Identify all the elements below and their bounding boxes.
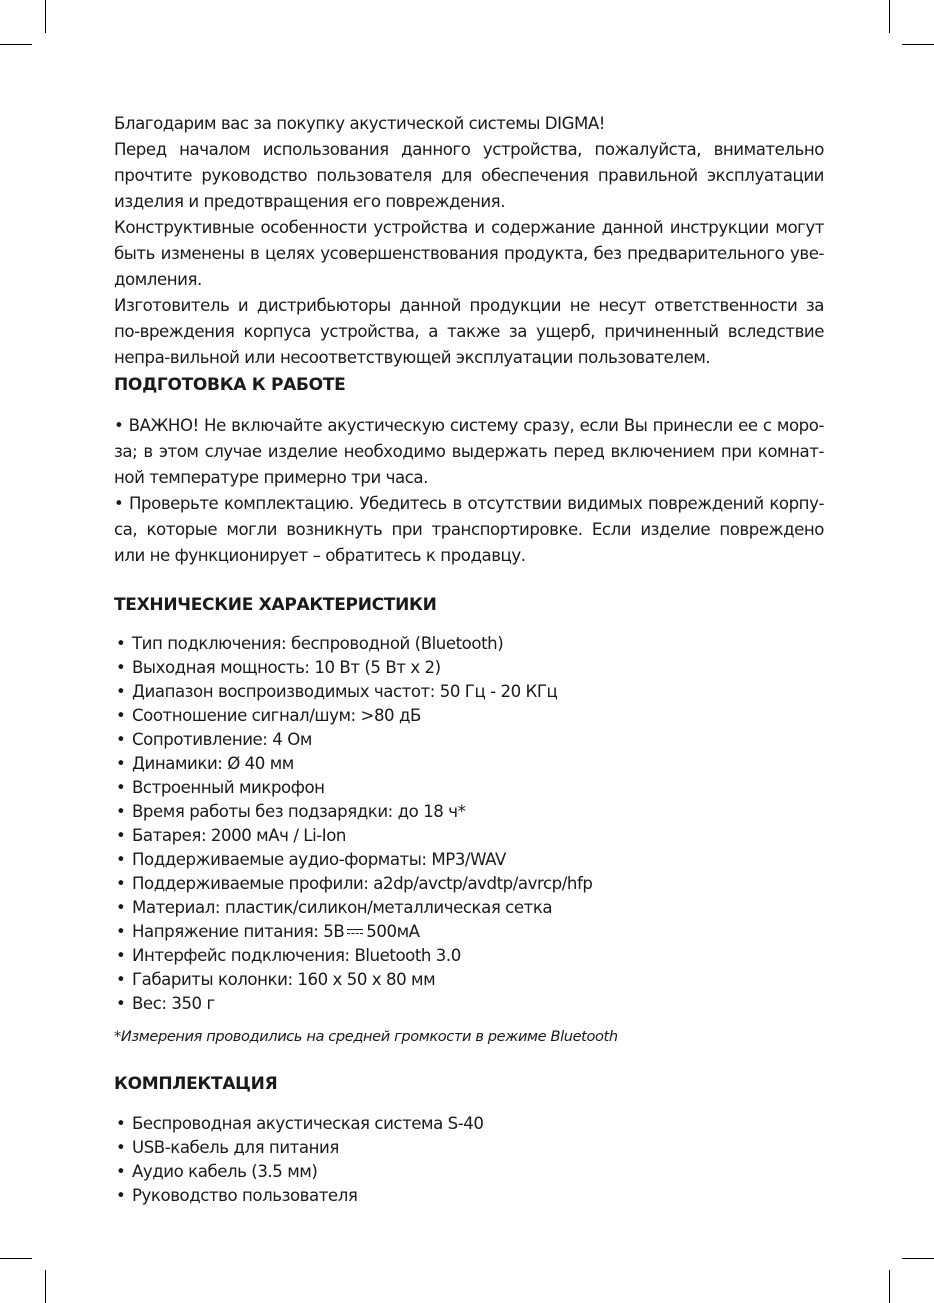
specs-list [114, 632, 824, 1016]
preparation-item-text: Проверьте комплектацию. Убедитесь в отсутствии видимых повреждений корпу-са, которые могли возникнуть при транспортировке. Если изделие повреждено или не функционирует – обратитесь к продавцу. [114, 494, 824, 565]
bullet: • [116, 682, 126, 701]
bullet: • [116, 946, 126, 965]
dc-symbol-icon [347, 927, 363, 937]
list-item [114, 728, 824, 752]
bullet: • [116, 754, 126, 773]
spec-power-label: Напряжение питания: 5В [132, 922, 345, 941]
spec-text: Поддерживаемые профили: a2dp/avctp/avdtp/avrcp/hfp [132, 874, 593, 893]
preparation-item-text: ВАЖНО! Не включайте акустическую систему сразу, если Вы принесли ее с моро-за; в этом случае изделие необходимо выдержать перед включением при комнат-ной температуре примерно три часа. [114, 416, 825, 487]
spec-text: Сопротивление: 4 Ом [132, 730, 312, 749]
bullet: • [114, 494, 124, 513]
bullet: • [116, 1162, 126, 1181]
spec-text: Материал: пластик/силикон/металлическая сетка [132, 898, 553, 917]
preparation-item [114, 413, 824, 491]
bullet: • [116, 994, 126, 1013]
list-item [114, 848, 824, 872]
list-item [114, 920, 824, 944]
intro-changes-notice: Конструктивные особенности устройства и содержание данной инструкции могут быть изменены в целях усовершенствования продукта, без предварительного уве-домления. [114, 218, 824, 289]
spec-text: Динамики: Ø 40 мм [132, 754, 294, 773]
crop-mark [0, 44, 32, 45]
list-item [114, 680, 824, 704]
bullet: • [116, 1186, 126, 1205]
kit-item-text: Аудио кабель (3.5 мм) [132, 1162, 318, 1181]
list-item [114, 968, 824, 992]
kit-item-text: Руководство пользователя [132, 1186, 358, 1205]
spec-text: Встроенный микрофон [132, 778, 325, 797]
bullet: • [116, 778, 126, 797]
intro-section [114, 111, 824, 367]
spec-text: Габариты колонки: 160 х 50 х 80 мм [132, 970, 436, 989]
bullet: • [116, 922, 126, 941]
bullet: • [116, 1138, 126, 1157]
spec-text: Время работы без подзарядки: до 18 ч* [132, 802, 466, 821]
preparation-item [114, 491, 824, 569]
bullet: • [116, 802, 126, 821]
list-item [114, 800, 824, 824]
crop-mark [889, 0, 890, 33]
manual-page [114, 111, 824, 1208]
bullet: • [116, 850, 126, 869]
list-item [114, 656, 824, 680]
kit-item-text: Беспроводная акустическая система S-40 [132, 1114, 484, 1133]
bullet: • [116, 1114, 126, 1133]
bullet: • [116, 634, 126, 653]
spec-text: Интерфейс подключения: Bluetooth 3.0 [132, 946, 461, 965]
list-item [114, 872, 824, 896]
crop-mark [0, 1258, 32, 1259]
spec-text: Поддерживаемые аудио-форматы: MP3/WAV [132, 850, 506, 869]
spec-text: Соотношение сигнал/шум: >80 дБ [132, 706, 421, 725]
bullet: • [116, 730, 126, 749]
spec-text: Вес: 350 г [132, 994, 215, 1013]
bullet: • [116, 874, 126, 893]
list-item [114, 704, 824, 728]
crop-mark [902, 1258, 934, 1259]
spec-text: Выходная мощность: 10 Вт (5 Вт х 2) [132, 658, 441, 677]
list-item [114, 752, 824, 776]
crop-mark [45, 1270, 46, 1303]
preparation-list [114, 413, 824, 569]
crop-mark [889, 1270, 890, 1303]
spec-text: Батарея: 2000 мАч / Li-Ion [132, 826, 347, 845]
list-item [114, 896, 824, 920]
bullet: • [116, 658, 126, 677]
spec-text: Диапазон воспроизводимых частот: 50 Гц - 20 КГц [132, 682, 558, 701]
intro-read-manual: Перед началом использования данного устройства, пожалуйста, внимательно прочтите руководство пользователя для обеспечения правильной эксплуатации изделия и предотвращения его повреждения. [114, 140, 824, 211]
crop-mark [902, 44, 934, 45]
list-item [114, 1136, 824, 1160]
kit-list [114, 1112, 824, 1208]
list-item [114, 1112, 824, 1136]
list-item [114, 632, 824, 656]
crop-mark [45, 0, 46, 33]
intro-thanks: Благодарим вас за покупку акустической системы DIGMA! [114, 114, 605, 133]
list-item [114, 944, 824, 968]
specs-footnote: *Измерения проводились на средней громкости в режиме Bluetooth [114, 1028, 618, 1045]
spec-text: Тип подключения: беспроводной (Bluetooth) [132, 634, 504, 653]
specs-heading: ТЕХНИЧЕСКИЕ ХАРАКТЕРИСТИКИ [114, 595, 437, 615]
intro-liability: Изготовитель и дистрибьюторы данной продукции не несут ответственности за по-вреждения корпуса устройства, а также за ущерб, причиненный вследствие непра-вильной или несоответствующей эксплуатации пользователем. [114, 296, 824, 367]
bullet: • [116, 898, 126, 917]
kit-heading: КОМПЛЕКТАЦИЯ [114, 1074, 278, 1094]
list-item [114, 776, 824, 800]
list-item [114, 1160, 824, 1184]
bullet: • [116, 970, 126, 989]
list-item [114, 1184, 824, 1208]
spec-power-value: 500мА [366, 922, 420, 941]
bullet: • [116, 706, 126, 725]
preparation-heading: ПОДГОТОВКА К РАБОТЕ [114, 375, 346, 395]
list-item [114, 992, 824, 1016]
bullet: • [116, 826, 126, 845]
kit-item-text: USB-кабель для питания [132, 1138, 339, 1157]
list-item [114, 824, 824, 848]
bullet: • [114, 416, 124, 435]
